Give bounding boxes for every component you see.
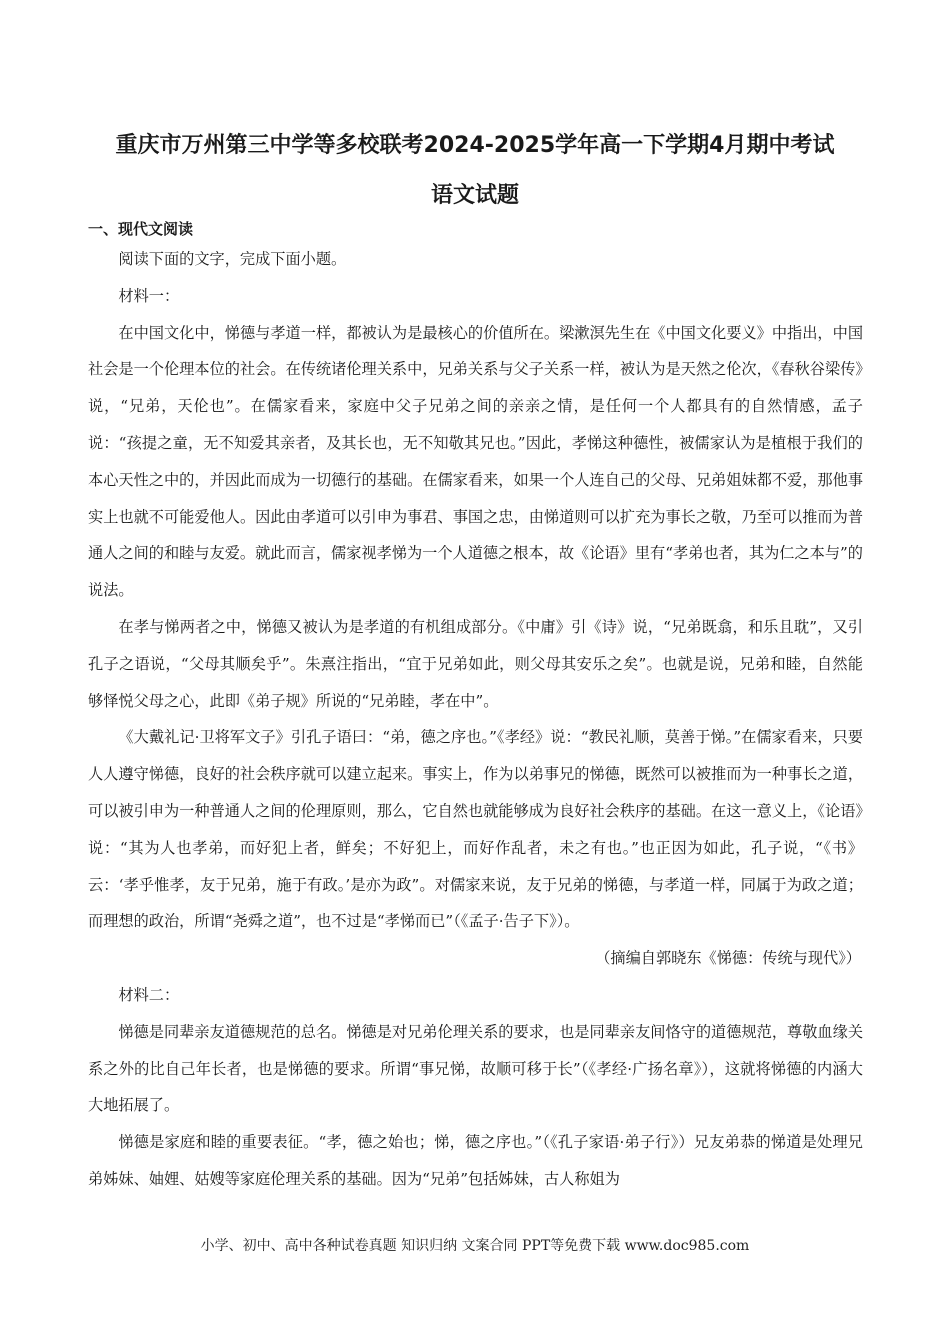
material1-paragraph-3: 《大戴礼记·卫将军文子》引孔子语曰：“弟，德之序也。”《孝经》说：“教民礼顺，莫善于悌。”在儒家看来，只要人人遵守悌德，良好的社会秩序就可以建立起来。事实上，作为以弟事兄的悌德，既然可以被推而为一种事长之道，可以被引申为一种普通人之间的伦理原则，那么，它自然也就能够成为良好社会秩序的基础。在这一意义上，《论语》说：“其为人也孝弟，而好犯上者，鲜矣；不好犯上，而好作乱者，未之有也。”也正因为如此，孔子说，“《书》云：‘孝乎惟孝，友于兄弟，施于有政。’是亦为政”。对儒家来说，友于兄弟的悌德，与孝道一样，同属于为政之道；而理想的政治，所谓“尧舜之道”，也不过是“孝悌而已”（《孟子·告子下》）。 (88, 728, 863, 931)
material1-paragraph-2: 在孝与悌两者之中，悌德又被认为是孝道的有机组成部分。《中庸》引《诗》说，“兄弟既翕，和乐且耽”，又引孔子之语说，“父母其顺矣乎”。朱熹注指出，“宜于兄弟如此，则父母其安乐之矣”。也就是说，兄弟和睦，自然能够怿悦父母之心，此即《弟子规》所说的“兄弟睦，孝在中”。 (88, 617, 863, 710)
reading-passage (88, 241, 863, 1198)
document-title-line1: 重庆市万州第三中学等多校联考2024-2025学年高一下学期4月期中考试 (115, 133, 835, 158)
page-footer: 小学、初中、高中各种试卷真题 知识归纳 文案合同 PPT等免费下载 www.doc985.com (200, 1238, 750, 1254)
material2-paragraph-1: 悌德是同辈亲友道德规范的总名。悌德是对兄弟伦理关系的要求，也是同辈亲友间恪守的道德规范，尊敬血缘关系之外的比自己年长者，也是悌德的要求。所谓“事兄悌，故顺可移于长”（《孝经·广扬名章》），这就将悌德的内涵大大地拓展了。 (88, 1022, 863, 1115)
material2-paragraph-2: 悌德是家庭和睦的重要表征。“孝，德之始也；悌，德之序也。”（《孔子家语·弟子行》）兄友弟恭的悌道是处理兄弟姊妹、妯娌、姑嫂等家庭伦理关系的基础。因为“兄弟”包括姊妹，古人称姐为 (88, 1133, 863, 1188)
material1-source: （摘编自郭晓东《悌德：传统与现代》） (595, 949, 861, 968)
document-title-line2: 语文试题 (430, 183, 519, 208)
material1-paragraph-1: 在中国文化中，悌德与孝道一样，都被认为是最核心的价值所在。梁漱溟先生在《中国文化要义》中指出，中国社会是一个伦理本位的社会。在传统诸伦理关系中，兄弟关系与父子关系一样，被认为是天然之伦次，《春秋谷梁传》说，“兄弟，天伦也”。在儒家看来，家庭中父子兄弟之间的亲亲之情，是任何一个人都具有的自然情感，孟子说：“孩提之童，无不知爱其亲者，及其长也，无不知敬其兄也。”因此，孝悌这种德性，被儒家认为是植根于我们的本心天性之中的，并因此而成为一切德行的基础。在儒家看来，如果一个人连自己的父母、兄弟姐妹都不爱，那他事实上也就不可能爱他人。因此由孝道可以引申为事君、事国之忠，由悌道则可以扩充为事长之敬，乃至可以推而为普通人之间的和睦与友爱。就此而言，儒家视孝悌为一个人道德之根本，故《论语》里有“孝弟也者，其为仁之本与”的说法。 (88, 323, 863, 600)
instruction-text: 阅读下面的文字，完成下面小题。 (118, 250, 347, 268)
section-heading: 一、现代文阅读 (88, 220, 194, 238)
material1-label: 材料一： (118, 286, 180, 305)
material2-label: 材料二： (118, 985, 180, 1004)
